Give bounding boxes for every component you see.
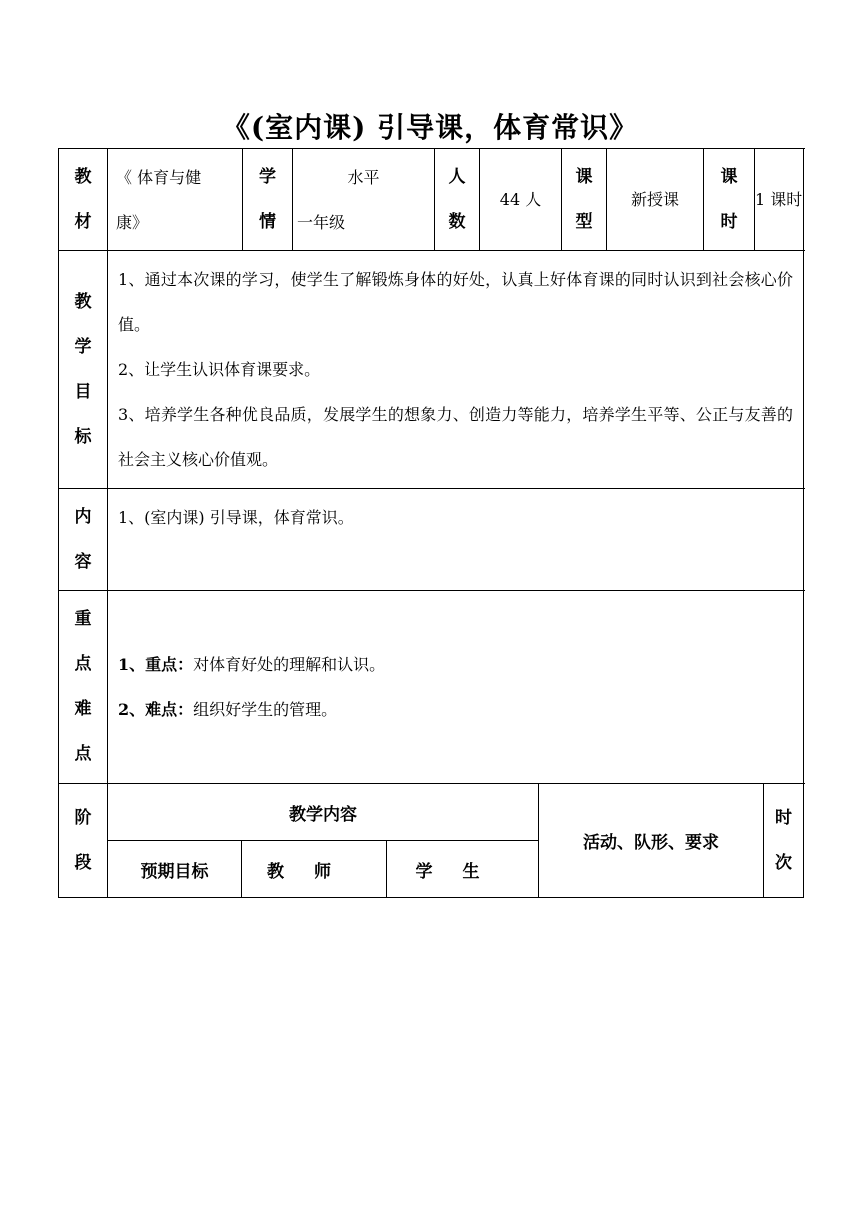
- stages-table: [58, 783, 804, 898]
- key-point-line: 1、重点：对体育好处的理解和认识。: [118, 655, 386, 674]
- teaching-content-header: 教学内容: [108, 784, 539, 841]
- focus-row: [59, 591, 804, 784]
- focus-content: [108, 591, 804, 784]
- expected-goal-header: 预期目标: [108, 841, 242, 898]
- content-text-cell: [108, 489, 804, 591]
- hours-label: 课 时: [704, 149, 755, 251]
- hours-value: 1 课时: [755, 149, 804, 251]
- stage-label: 阶 段: [59, 784, 108, 898]
- info-row: [59, 149, 804, 251]
- goal-line-1: 1、通过本次课的学习，使学生了解锻炼身体的好处，认真上好体育课的同时认识到社会核心价值。: [118, 270, 793, 334]
- teacher-header: 教师: [242, 841, 387, 898]
- goal-line-3: 3、培养学生各种优良品质，发展学生的想象力、创造力等能力，培养学生平等、公正与友善的社会主义核心价值观。: [118, 405, 793, 469]
- goal-line-2: 2、让学生认识体育课要求。: [118, 360, 321, 379]
- content-text: 1、(室内课) 引导课，体育常识。: [118, 508, 354, 527]
- difficulty-line: 2、难点：组织好学生的管理。: [118, 700, 338, 719]
- material-value: 《 体育与健 康》: [108, 149, 243, 251]
- page-title: 《(室内课) 引导课，体育常识》: [221, 111, 639, 144]
- count-value: 44 人: [480, 149, 562, 251]
- count-label: 人 数: [435, 149, 480, 251]
- material-label: 教 材: [59, 149, 108, 251]
- goals-label: 教 学 目 标: [59, 251, 108, 489]
- stages-header-row-1: [59, 784, 804, 841]
- type-value: 新授课: [607, 149, 704, 251]
- student-header: 学生: [387, 841, 539, 898]
- content-row: [59, 489, 804, 591]
- student-value: 水平 一年级: [293, 149, 435, 251]
- content-label: 内 容: [59, 489, 108, 591]
- type-label: 课 型: [562, 149, 607, 251]
- focus-label: 重 点 难 点: [59, 591, 108, 784]
- lesson-plan-table: [58, 148, 804, 784]
- time-label: 时 次: [764, 784, 804, 898]
- goals-content: [108, 251, 804, 489]
- activity-header: 活动、队形、要求: [539, 784, 764, 898]
- goals-row: [59, 251, 804, 489]
- student-label: 学 情: [243, 149, 293, 251]
